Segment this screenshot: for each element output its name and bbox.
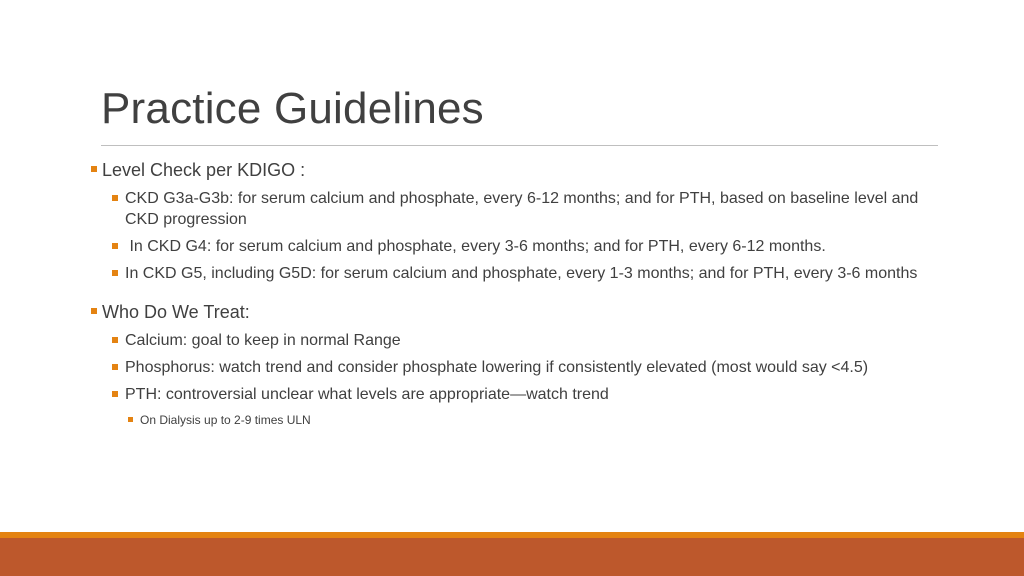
sub-list-item (128, 411, 940, 429)
list-item (112, 357, 940, 378)
list-item (112, 384, 940, 405)
square-bullet-icon (112, 364, 118, 370)
list-item-text: PTH: controversial unclear what levels are appropriate—watch trend (125, 386, 609, 403)
square-bullet-icon (112, 243, 118, 249)
slide-content (90, 158, 940, 429)
square-bullet-icon (112, 337, 118, 343)
list-item (112, 188, 940, 230)
square-bullet-icon (91, 308, 97, 314)
title-divider (101, 145, 938, 146)
sub-list-item-text: On Dialysis up to 2-9 times ULN (140, 413, 311, 427)
list-item (112, 236, 940, 257)
section-heading-who-do-we-treat (90, 300, 940, 324)
square-bullet-icon (112, 391, 118, 397)
section-heading-level-check (90, 158, 940, 182)
square-bullet-icon (112, 270, 118, 276)
square-bullet-icon (91, 166, 97, 172)
spacer (90, 284, 940, 300)
list-item-text: Calcium: goal to keep in normal Range (125, 332, 401, 349)
list-item-text: In CKD G4: for serum calcium and phosphate, every 3-6 months; and for PTH, every 6-12 months. (125, 238, 826, 255)
slide-title: Practice Guidelines (101, 84, 484, 133)
list-item-text: CKD G3a-G3b: for serum calcium and phosphate, every 6-12 months; and for PTH, based on baseline level and CKD progression (125, 190, 919, 228)
list-item-text: In CKD G5, including G5D: for serum calcium and phosphate, every 1-3 months; and for PTH, every 3-6 months (125, 265, 918, 282)
list-item (112, 330, 940, 351)
square-bullet-icon (128, 417, 133, 422)
list-item (112, 263, 940, 284)
section-heading-text: Who Do We Treat: (102, 302, 250, 322)
section-heading-text: Level Check per KDIGO : (102, 160, 306, 180)
footer-band (0, 538, 1024, 576)
list-item-text: Phosphorus: watch trend and consider phosphate lowering if consistently elevated (most would say <4.5) (125, 359, 869, 376)
square-bullet-icon (112, 195, 118, 201)
